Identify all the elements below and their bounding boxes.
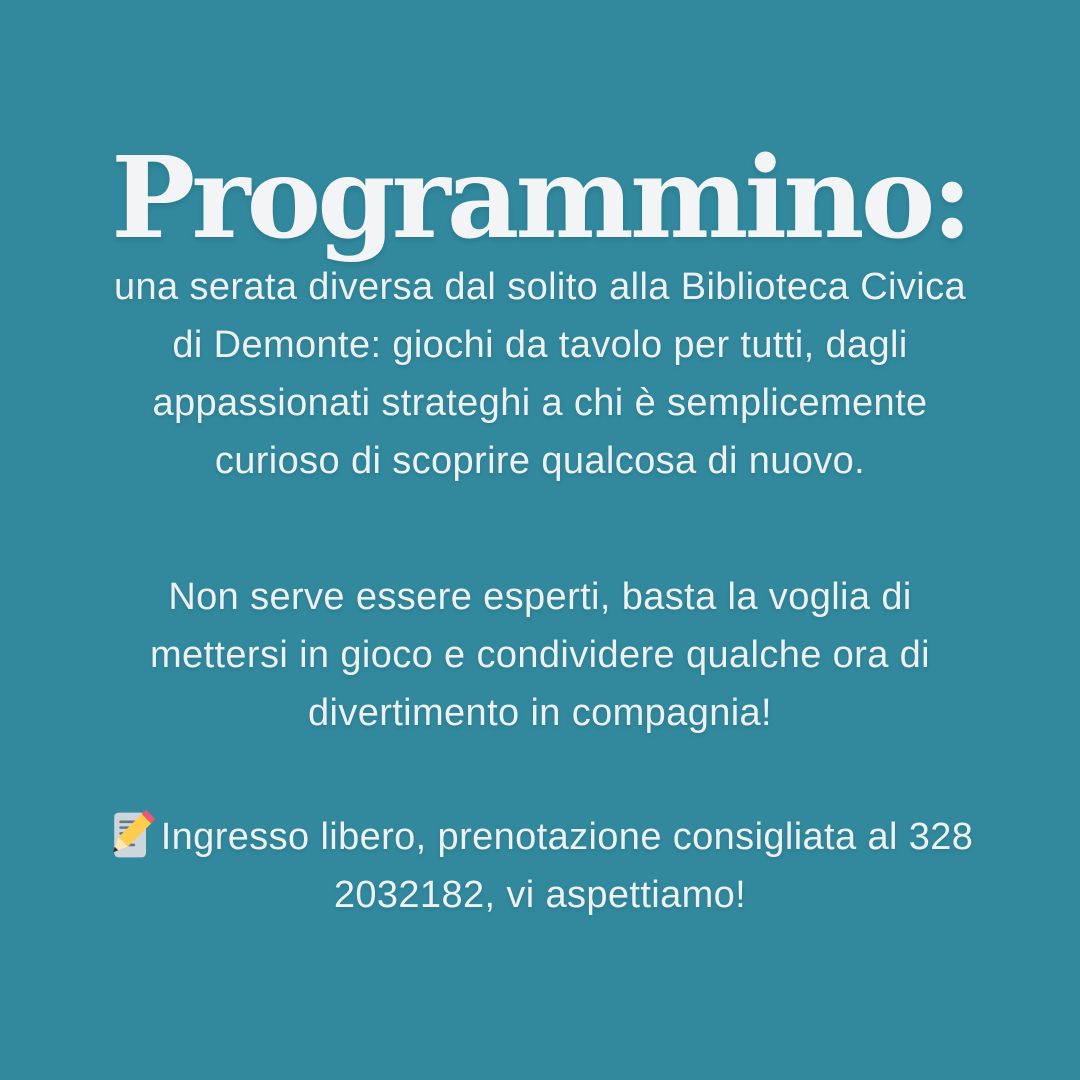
memo-icon — [107, 809, 159, 861]
text-line: 2032182, vi aspettiamo! — [333, 874, 747, 916]
text-line: curioso di scoprire qualcosa di nuovo. — [214, 440, 866, 482]
text-line — [0, 808, 1080, 866]
text-line: appassionati strateghi a chi è semplicemente — [152, 382, 928, 424]
text-line: mettersi in gioco e condividere qualche ora di — [149, 634, 931, 676]
poster-title: Programmino: — [111, 133, 969, 265]
booking-paragraph — [0, 808, 1080, 924]
text-line-content: Ingresso libero, prenotazione consigliata al 328 — [160, 816, 974, 858]
invitation-paragraph — [0, 568, 1080, 742]
text-line: di Demonte: giochi da tavolo per tutti, dagli — [172, 324, 908, 366]
text-line: una serata diversa dal solito alla Biblioteca Civica — [114, 266, 966, 308]
intro-paragraph — [0, 258, 1080, 490]
text-line: Non serve essere esperti, basta la voglia di — [168, 576, 912, 618]
text-line: divertimento in compagnia! — [307, 692, 772, 734]
